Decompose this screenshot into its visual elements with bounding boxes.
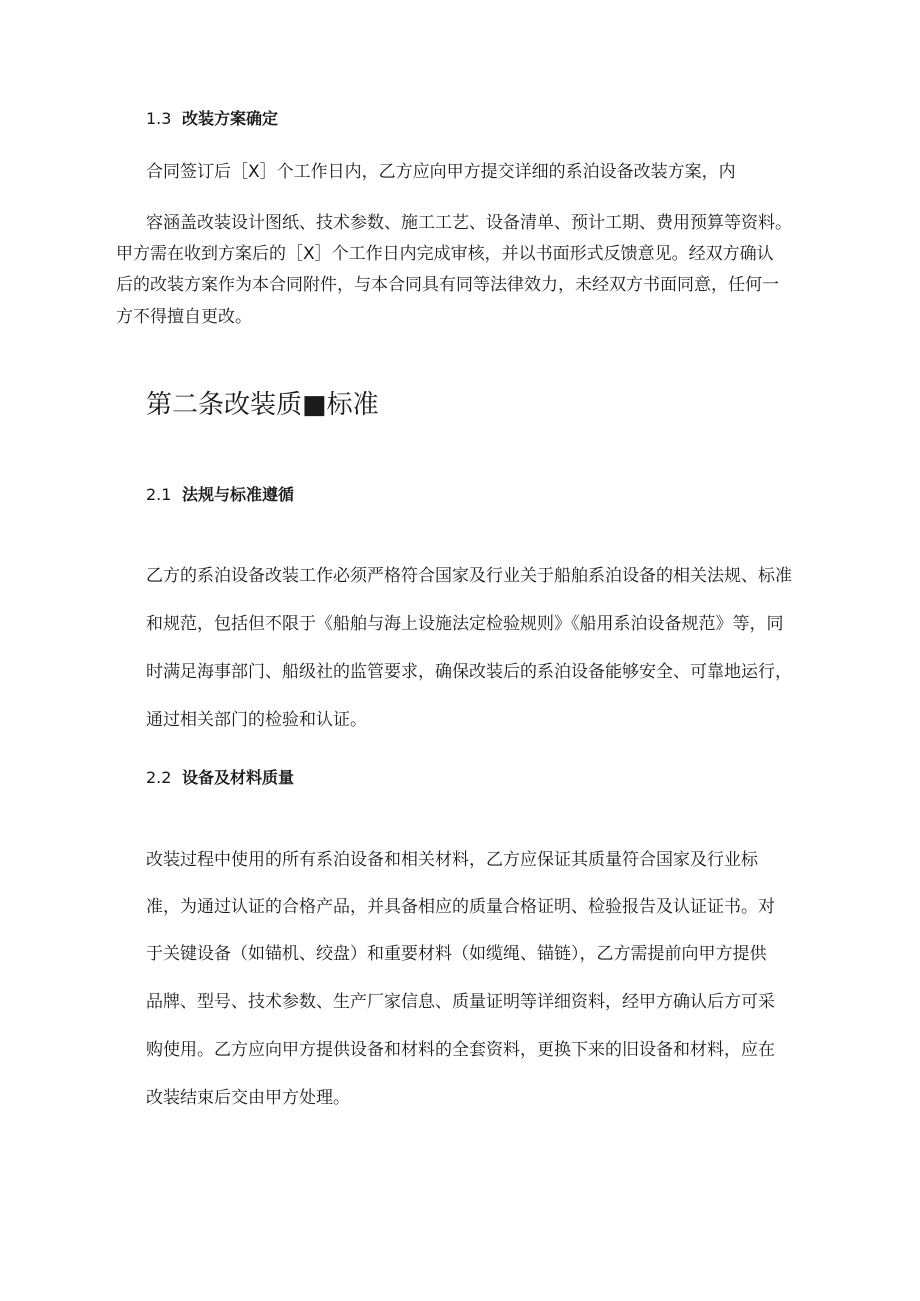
section-2-2-heading: [146, 767, 294, 789]
paragraph-line: 方不得擅自更改。: [116, 307, 252, 327]
paragraph-line: 时满足海事部门、船级社的监管要求，确保改装后的系泊设备能够安全、可靠地运行，: [146, 662, 792, 682]
paragraph-line: 品牌、型号、技术参数、生产厂家信息、质量证明等详细资料，经甲方确认后方可采: [146, 992, 775, 1012]
section-number: 2.2: [146, 768, 172, 787]
paragraph-line: 改装结束后交由甲方处理。: [146, 1088, 350, 1108]
section-number: 1.3: [146, 109, 172, 128]
section-title: 改装方案确定: [182, 109, 279, 128]
paragraph-line: 容涵盖改装设计图纸、技术参数、施工工艺、设备清单、预计工期、费用预算等资料。: [146, 213, 792, 233]
section-number: 2.1: [146, 485, 172, 504]
paragraph-line: 于关键设备（如锚机、绞盘）和重要材料（如缆绳、锚链），乙方需提前向甲方提供: [146, 944, 767, 964]
paragraph-line: 甲方需在收到方案后的［X］个工作日内完成审核，并以书面形式反馈意见。经双方确认: [116, 244, 774, 264]
section-2-1-heading: [146, 484, 294, 506]
paragraph-line: 乙方的系泊设备改装工作必须严格符合国家及行业关于船舶系泊设备的相关法规、标准: [146, 566, 792, 586]
section-title: 法规与标准遵循: [182, 485, 295, 504]
paragraph-line: 通过相关部门的检验和认证。: [146, 710, 367, 730]
paragraph-line: 合同签订后［X］个工作日内，乙方应向甲方提交详细的系泊设备改装方案，内: [146, 162, 736, 182]
paragraph-line: 改装过程中使用的所有系泊设备和相关材料，乙方应保证其质量符合国家及行业标: [146, 850, 758, 870]
paragraph-line: 购使用。乙方应向甲方提供设备和材料的全套资料，更换下来的旧设备和材料，应在: [146, 1040, 775, 1060]
section-title: 设备及材料质量: [182, 768, 295, 787]
article-2-title: 第二条改装质■标准: [146, 390, 379, 420]
paragraph-line: 后的改装方案作为本合同附件，与本合同具有同等法律效力，未经双方书面同意，任何一: [116, 275, 779, 295]
section-1-3-heading: [146, 108, 278, 130]
paragraph-line: 和规范，包括但不限于《船舶与海上设施法定检验规则》《船用系泊设备规范》等，同: [146, 614, 784, 634]
paragraph-line: 准，为通过认证的合格产品，并具备相应的质量合格证明、检验报告及认证证书。对: [146, 897, 775, 917]
